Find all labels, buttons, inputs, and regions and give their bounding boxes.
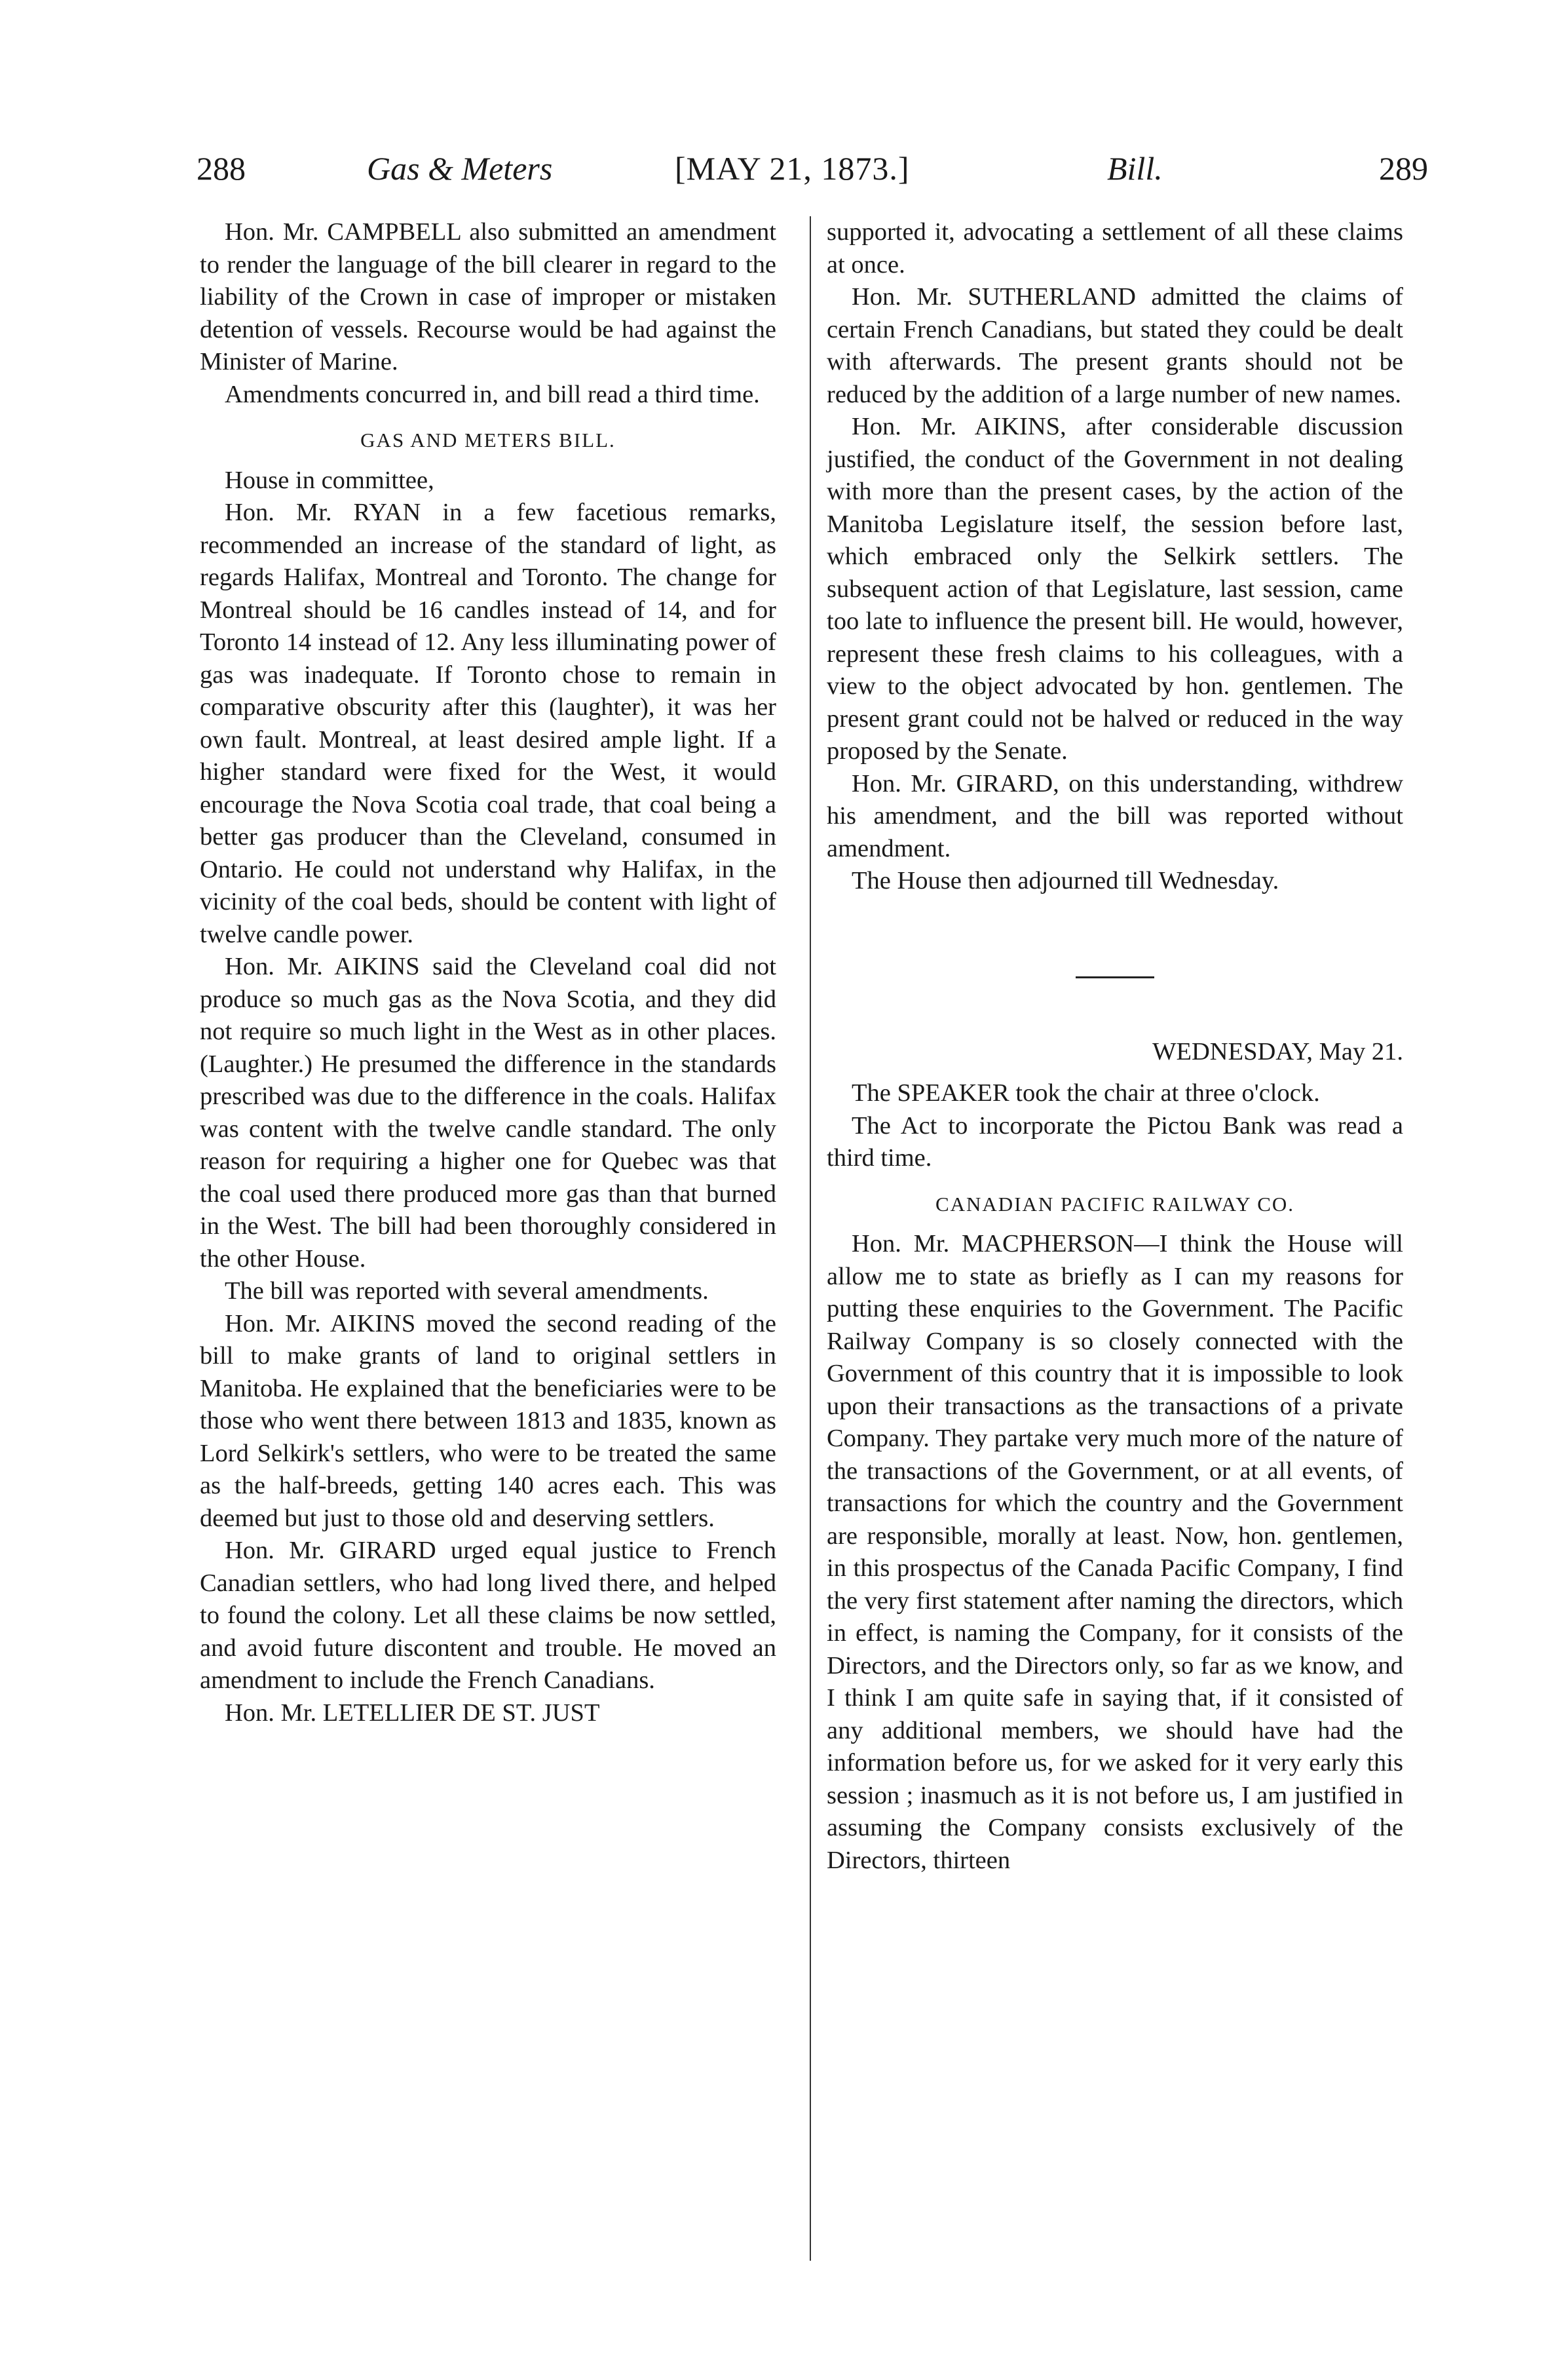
paragraph: Hon. Mr. AIKINS moved the second reading of the bill to make grants of land to original settlers in Manitoba. He explained that the beneficiaries were to be those who went there between 1813 and 1835, known as Lord Selkirk's settlers, who were to be treated the same as the half-breeds, getting 140 acres each. This was deemed but just to those old and deserving settlers. bbox=[200, 1309, 776, 1532]
paragraph: Hon. Mr. SUTHERLAND admitted the claims of certain French Canadians, but stated they could be dealt with afterwards. The present grants should not be reduced by the addition of a large number of new names. bbox=[827, 283, 1403, 408]
left-column bbox=[200, 216, 776, 1729]
paragraph: The House then adjourned till Wednesday. bbox=[852, 867, 1279, 894]
paragraph: Hon. Mr. GIRARD urged equal justice to French Canadian settlers, who had long lived there, and helped to found the colony. Let all these claims be now settled, and avoid future discontent and trouble. He moved an amendment to include the French Canadians. bbox=[200, 1537, 776, 1694]
paragraph: The Act to incorporate the Pictou Bank was read a third time. bbox=[827, 1111, 1403, 1172]
paragraph: supported it, advocating a settlement of all these claims at once. bbox=[827, 218, 1403, 278]
section-heading-canadian-pacific: CANADIAN PACIFIC RAILWAY CO. bbox=[935, 1192, 1295, 1216]
paragraph: Hon. Mr. AIKINS, after considerable discussion justified, the conduct of the Government in not dealing with more than the present cases, by the action of the Manitoba Legislature itself, the session before last, which embraced only the Selkirk settlers. The subsequent action of that Legislature, last session, came too late to influence the present bill. He would, however, represent these fresh claims to his colleagues, with a view to the object advocated by hon. gentlemen. The present grant could not be halved or reduced in the way proposed by the Senate. bbox=[827, 413, 1403, 765]
paragraph: Hon. Mr. CAMPBELL also submitted an amendment to render the language of the bill clearer in regard to the liability of the Crown in case of improper or mistaken detention of vessels. Recourse would be had against the Minister of Marine. bbox=[200, 218, 776, 375]
section-heading-gas-meters: GAS AND METERS BILL. bbox=[360, 429, 616, 451]
paragraph: The bill was reported with several amendments. bbox=[225, 1277, 709, 1305]
right-column bbox=[827, 216, 1403, 1877]
header-date: [MAY 21, 1873.] bbox=[675, 150, 910, 187]
left-running-title: Gas & Meters bbox=[367, 150, 553, 187]
dateline: WEDNESDAY, May 21. bbox=[1152, 1037, 1403, 1065]
page-header bbox=[197, 149, 1428, 195]
paragraph: Hon. Mr. LETELLIER DE ST. JUST bbox=[225, 1699, 600, 1727]
column-divider bbox=[810, 216, 811, 2261]
right-page-number: 289 bbox=[1379, 150, 1428, 187]
paragraph: The SPEAKER took the chair at three o'clock. bbox=[852, 1079, 1320, 1107]
paragraph: Hon. Mr. GIRARD, on this understanding, withdrew his amendment, and the bill was reported without amendment. bbox=[827, 769, 1403, 862]
section-rule bbox=[1076, 976, 1154, 978]
paragraph: House in committee, bbox=[225, 466, 434, 494]
left-page-number: 288 bbox=[197, 150, 246, 187]
paragraph: Hon. Mr. MACPHERSON—I think the House will allow me to state as briefly as I can my reasons for putting these enquiries to the Government. The Pacific Railway Company is so closely connected with the Government of this country that it is impossible to look upon their transactions as the transactions of a private Company. They partake very much more of the nature of the transactions of the Government, or at all events, of transactions for which the country and the Government are responsible, morally at least. Now, hon. gentlemen, in this prospectus of the Canada Pacific Company, I find the very first statement after naming the directors, which in effect, is naming the Company, for it consists of the Directors, and the Directors only, so far as we know, and I think I am quite safe in saying that, if it consisted of any additional members, we should have had the information before us, for we asked for it very early this session ; inasmuch as it is not before us, I am justified in assuming the Company consists exclusively of the Directors, thirteen bbox=[827, 1230, 1403, 1874]
paragraph: Hon. Mr. AIKINS said the Cleveland coal did not produce so much gas as the Nova Scotia, and they did not require so much light in the West as in other places. (Laughter.) He presumed the difference in the standards prescribed was due to the difference in the coals. Halifax was content with the twelve candle standard. The only reason for requiring a higher one for Quebec was that the coal used there produced more gas than that burned in the West. The bill had been thoroughly considered in the other House. bbox=[200, 953, 776, 1273]
paragraph: Amendments concurred in, and bill read a third time. bbox=[225, 380, 760, 408]
paragraph: Hon. Mr. RYAN in a few facetious remarks, recommended an increase of the standard of light, as regards Halifax, Montreal and Toronto. The change for Montreal should be 16 candles instead of 14, and for Toronto 14 instead of 12. Any less illuminating power of gas was inadequate. If Toronto chose to remain in comparative obscurity after this (laughter), it was her own fault. Montreal, at least desired ample light. If a higher standard were fixed for the West, it would encourage the Nova Scotia coal trade, that coal being a better gas producer than the Cleveland, consumed in Ontario. He could not understand why Halifax, in the vicinity of the coal beds, should be content with light of twelve candle power. bbox=[200, 499, 776, 948]
right-running-title: Bill. bbox=[1107, 150, 1163, 187]
